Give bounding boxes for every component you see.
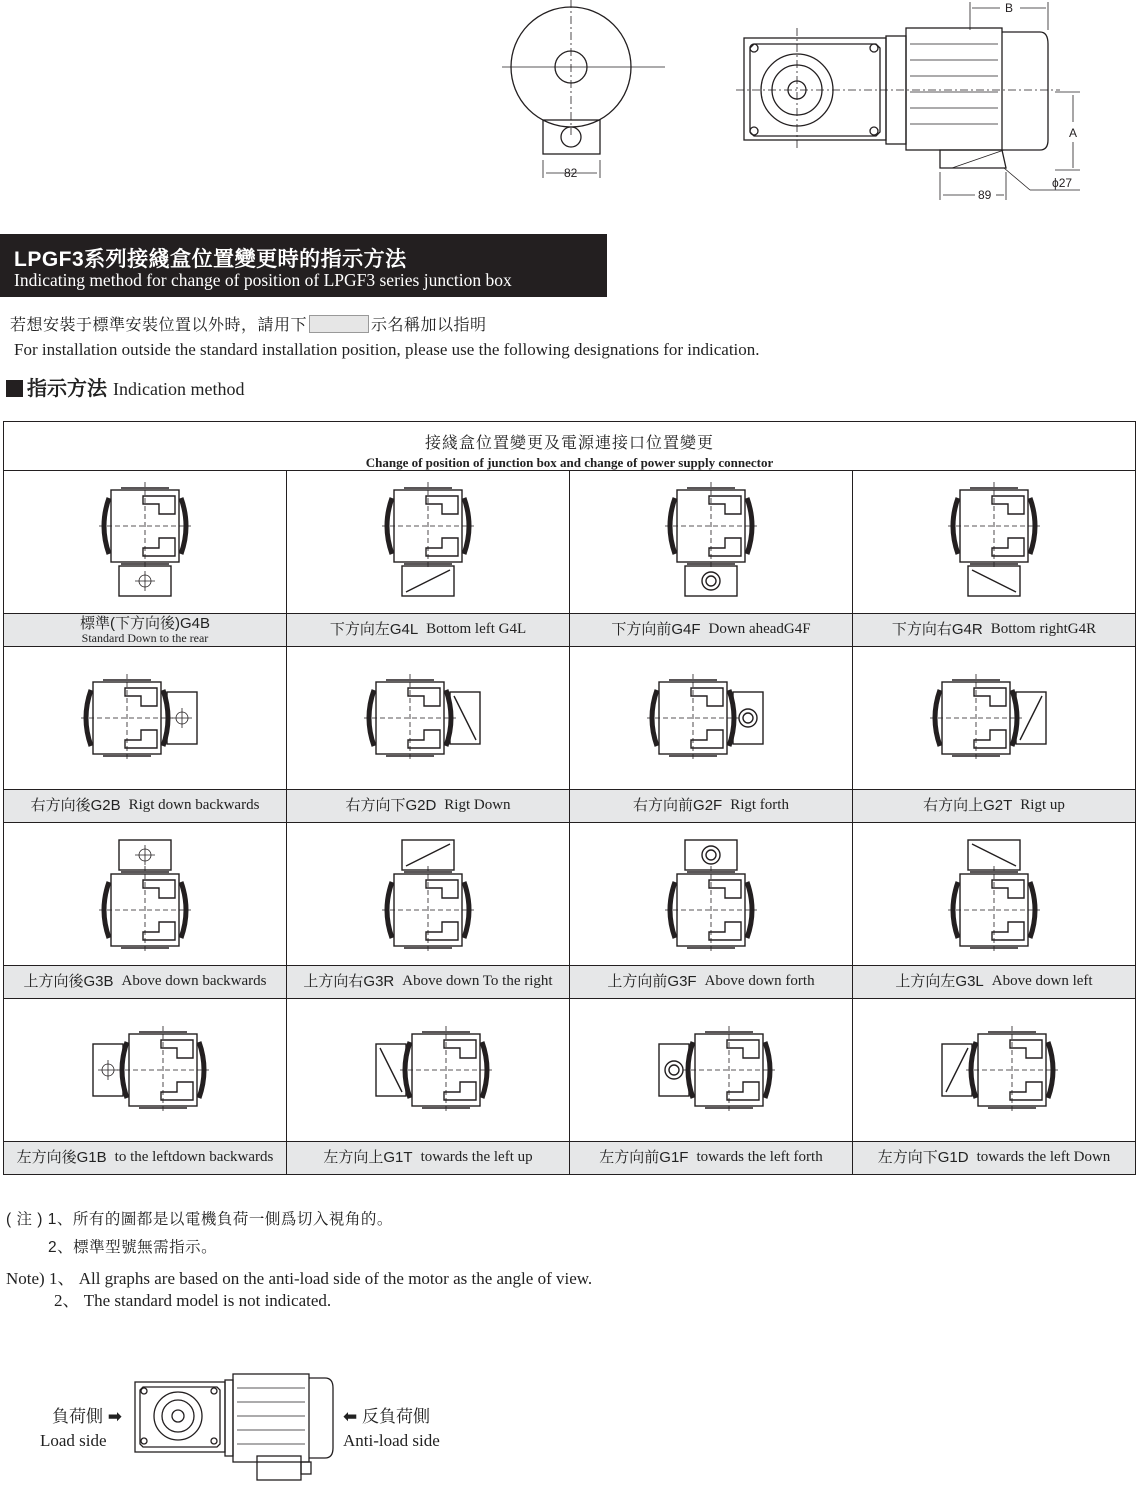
motor-junction-box-icon <box>631 650 791 786</box>
intro-zh <box>10 312 487 335</box>
grid-label-cell <box>570 1142 853 1174</box>
position-label-en: Bottom left G4L <box>426 621 527 638</box>
motor-junction-box-icon <box>65 1002 225 1138</box>
grid-label-cell <box>4 614 287 646</box>
position-label-en: towards the left Down <box>976 1149 1111 1166</box>
grid-picture-cell <box>4 823 287 965</box>
notes-zh <box>6 1206 393 1262</box>
motor-junction-box-icon <box>631 826 791 962</box>
designation-blank-box <box>309 315 369 333</box>
position-label-zh: 右方向上G2T <box>923 797 1013 815</box>
intro-zh-before: 若想安裝于標準安裝位置以外時，請用下 <box>10 317 308 334</box>
position-label-en: Rigt down backwards <box>128 797 260 814</box>
position-label-en: Rigt up <box>1020 797 1065 814</box>
grid-body <box>4 471 1135 1174</box>
square-bullet-icon <box>6 380 23 397</box>
load-side-label <box>40 1402 122 1451</box>
load-side-en: Load side <box>40 1431 107 1450</box>
grid-picture-cell <box>853 647 1135 789</box>
banner-title-zh: LPGF3系列接綫盒位置變更時的指示方法 <box>14 248 407 271</box>
motor-junction-box-icon <box>914 1002 1074 1138</box>
anti-load-side-label <box>343 1402 440 1451</box>
dim-89: 89 <box>978 188 992 202</box>
intro-zh-after: 示名稱加以指明 <box>371 317 487 334</box>
section-banner <box>0 234 607 297</box>
grid-header-en: Change of position of junction box and change of power supply connector <box>365 455 774 470</box>
grid-picture-cell <box>570 999 853 1141</box>
anti-load-side-zh: 反負荷側 <box>361 1407 430 1426</box>
grid-label-cell <box>287 1142 570 1174</box>
grid-picture-cell <box>570 823 853 965</box>
indication-heading <box>6 372 244 401</box>
grid-picture-row <box>4 471 1135 614</box>
arrow-left-icon: ⬅ <box>343 1407 358 1426</box>
motor-junction-box-icon <box>914 826 1074 962</box>
position-label-zh: 右方向後G2B <box>30 797 121 815</box>
anti-load-side-en: Anti-load side <box>343 1431 440 1450</box>
position-label-en: towards the left forth <box>696 1149 823 1166</box>
motor-junction-box-icon <box>348 650 508 786</box>
position-label-en: Above down left <box>991 973 1093 990</box>
grid-label-cell <box>570 614 853 646</box>
position-label-en: Rigt forth <box>730 797 789 814</box>
position-label-zh: 下方向左G4L <box>329 621 419 639</box>
note-en-1: Note) 1、 All graphs are based on the anti-load side of the motor as the angle of view. <box>6 1269 593 1288</box>
motor-junction-box-icon <box>631 474 791 610</box>
grid-picture-cell <box>4 647 287 789</box>
position-label-zh: 上方向後G3B <box>23 973 114 991</box>
position-label-zh: 右方向前G2F <box>633 797 723 815</box>
motor-junction-box-icon <box>348 474 508 610</box>
grid-label-row <box>4 1142 1135 1174</box>
grid-picture-cell <box>287 823 570 965</box>
grid-label-cell <box>853 1142 1135 1174</box>
position-label-zh: 標準(下方向後)G4B <box>79 614 210 632</box>
position-label-en: Above down forth <box>704 973 815 990</box>
indication-heading-en: Indication method <box>113 379 245 399</box>
grid-label-cell <box>287 966 570 998</box>
note-zh-1: ( 注 ) 1、所有的圖都是以電機負荷一側爲切入視角的。 <box>6 1211 393 1228</box>
grid-picture-cell <box>287 471 570 613</box>
dim-82: 82 <box>564 166 578 180</box>
arrow-right-icon: ➡ <box>107 1407 122 1426</box>
grid-header <box>4 422 1135 471</box>
indication-heading-zh: 指示方法 <box>27 378 107 400</box>
grid-picture-row <box>4 999 1135 1142</box>
grid-picture-cell <box>853 999 1135 1141</box>
position-label-en: to the leftdown backwards <box>114 1149 274 1166</box>
grid-picture-cell <box>4 471 287 613</box>
grid-picture-cell <box>570 647 853 789</box>
grid-label-cell <box>4 790 287 822</box>
grid-label-row <box>4 966 1135 999</box>
dim-b: B <box>1005 1 1014 15</box>
dim-phi27: ϕ27 <box>1052 176 1073 190</box>
position-label-zh: 下方向右G4R <box>891 621 983 639</box>
position-label-en: Above down backwards <box>121 973 267 990</box>
motor-junction-box-icon <box>65 650 225 786</box>
grid-picture-cell <box>287 647 570 789</box>
banner-title-en: Indicating method for change of position of LPGF3 series junction box <box>14 270 512 290</box>
grid-picture-cell <box>853 471 1135 613</box>
position-label-zh: 上方向右G3R <box>303 973 395 991</box>
grid-label-row <box>4 790 1135 823</box>
motor-side-view-drawing <box>125 1370 358 1486</box>
load-side-zh: 負荷側 <box>52 1407 103 1426</box>
motor-junction-box-icon <box>348 826 508 962</box>
grid-label-cell <box>4 1142 287 1174</box>
motor-junction-box-icon <box>914 474 1074 610</box>
position-label-en: Bottom rightG4R <box>990 621 1097 638</box>
position-label-zh: 左方向前G1F <box>599 1149 689 1167</box>
position-label-en: Rigt Down <box>444 797 511 814</box>
grid-label-cell <box>287 790 570 822</box>
top-technical-drawings <box>500 0 1100 215</box>
grid-label-cell <box>853 614 1135 646</box>
note-zh-2: 2、標準型號無需指示。 <box>48 1239 218 1256</box>
position-label-zh: 左方向後G1B <box>16 1149 107 1167</box>
grid-label-cell <box>287 614 570 646</box>
grid-label-cell <box>570 790 853 822</box>
dim-a: A <box>1069 126 1078 140</box>
motor-junction-box-icon <box>65 826 225 962</box>
grid-label-cell <box>853 790 1135 822</box>
grid-header-zh: 接綫盒位置變更及電源連接口位置變更 <box>424 435 714 452</box>
position-label-zh: 左方向下G1D <box>877 1149 969 1167</box>
position-label-en: Above down To the right <box>402 973 553 990</box>
position-label-zh: 下方向前G4F <box>611 621 701 639</box>
note-en-2: 2、 The standard model is not indicated. <box>54 1291 332 1310</box>
motor-junction-box-icon <box>631 1002 791 1138</box>
position-label-zh: 左方向上G1T <box>323 1149 413 1167</box>
grid-label-cell <box>853 966 1135 998</box>
position-label-zh: 右方向下G2D <box>345 797 437 815</box>
position-label-en: towards the left up <box>420 1149 533 1166</box>
position-label-en: Standard Down to the rear <box>81 630 209 645</box>
grid-label-cell <box>4 966 287 998</box>
grid-picture-cell <box>4 999 287 1141</box>
position-label-zh: 上方向左G3L <box>895 973 984 991</box>
motor-junction-box-icon <box>914 650 1074 786</box>
grid-label-cell <box>570 966 853 998</box>
motor-junction-box-icon <box>65 474 225 610</box>
grid-label-row <box>4 614 1135 647</box>
grid-picture-cell <box>853 823 1135 965</box>
motor-junction-box-icon <box>348 1002 508 1138</box>
position-grid-table <box>3 421 1136 1175</box>
intro-en: For installation outside the standard installation position, please use the following designations for indication. <box>14 340 760 359</box>
grid-picture-row <box>4 647 1135 790</box>
grid-picture-cell <box>570 471 853 613</box>
grid-picture-cell <box>287 999 570 1141</box>
position-label-zh: 上方向前G3F <box>607 973 697 991</box>
grid-picture-row <box>4 823 1135 966</box>
position-label-en: Down aheadG4F <box>708 621 811 638</box>
notes-en <box>6 1268 592 1312</box>
